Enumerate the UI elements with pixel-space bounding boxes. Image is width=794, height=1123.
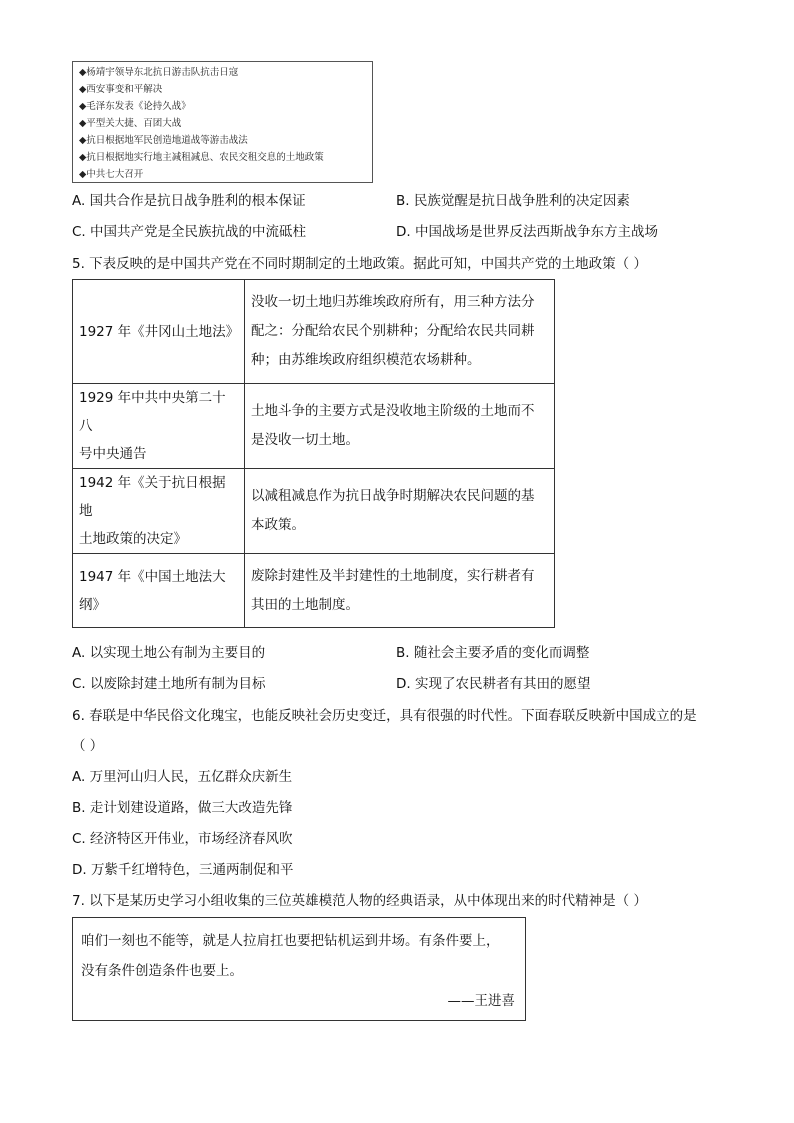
cell-line: 配之：分配给农民个别耕种；分配给农民共同耕 (251, 323, 535, 339)
table-cell-content (245, 384, 555, 469)
table-cell-content (245, 280, 555, 384)
table-row (73, 384, 555, 469)
table-row (73, 554, 555, 628)
q7-stem: 7. 以下是某历史学习小组收集的三位英雄模范人物的经典语录，从中体现出来的时代精神是（ ） (72, 893, 647, 909)
q6-stem: 6. 春联是中华民俗文化瑰宝，也能反映社会历史变迁，具有很强的时代性。下面春联反映新中国成立的是 (72, 708, 697, 724)
cell-line: 1927 年《井冈山土地法》 (79, 323, 240, 340)
q6-option-d[interactable]: D. 万紫千红增特色，三通两制促和平 (72, 862, 294, 878)
cell-line: 1947 年《中国土地法大纲》 (79, 568, 226, 613)
cell-line: 没收一切土地归苏维埃政府所有，用三种方法分 (251, 294, 535, 310)
quote-line: 咱们一刻也不能等，就是人拉肩扛也要把钻机运到井场。有条件要上， (81, 933, 500, 949)
cell-line: 是没收一切土地。 (251, 432, 359, 448)
cell-line: 号中央通告 (79, 446, 147, 462)
cell-line: 种；由苏维埃政府组织模范农场耕种。 (251, 352, 481, 368)
cell-line: 1942 年《关于抗日根据地 (79, 475, 226, 519)
table-row (73, 469, 555, 554)
q6-option-b[interactable]: B. 走计划建设道路，做三大改造先锋 (72, 800, 293, 816)
q4-option-a[interactable]: A. 国共合作是抗日战争胜利的根本保证 (72, 193, 306, 209)
cell-line: 土地政策的决定》 (79, 531, 187, 547)
event-item: ◆西安事变和平解决 (79, 84, 163, 95)
event-item: ◆毛泽东发表《论持久战》 (79, 101, 191, 112)
table-cell-policy (73, 469, 245, 554)
event-item: ◆抗日根据地军民创造地道战等游击战法 (79, 135, 248, 146)
land-policy-table (72, 279, 555, 628)
quote-line: 没有条件创造条件也要上。 (81, 963, 243, 979)
q4-option-d[interactable]: D. 中国战场是世界反法西斯战争东方主战场 (396, 224, 658, 240)
table-row (73, 280, 555, 384)
q5-option-b[interactable]: B. 随社会主要矛盾的变化而调整 (396, 645, 590, 661)
event-item: ◆杨靖宇领导东北抗日游击队抗击日寇 (79, 67, 239, 78)
cell-line: 本政策。 (251, 517, 305, 533)
table-cell-policy (73, 280, 245, 384)
events-box (72, 61, 373, 183)
table-cell-policy (73, 554, 245, 628)
q5-option-c[interactable]: C. 以废除封建土地所有制为目标 (72, 676, 266, 692)
q5-stem: 5. 下表反映的是中国共产党在不同时期制定的土地政策。据此可知，中国共产党的土地政策（ ） (72, 256, 647, 272)
q5-option-a[interactable]: A. 以实现土地公有制为主要目的 (72, 645, 266, 661)
cell-line: 废除封建性及半封建性的土地制度，实行耕者有 (251, 567, 535, 584)
cell-line: 其田的土地制度。 (251, 596, 359, 613)
q4-option-c[interactable]: C. 中国共产党是全民族抗战的中流砥柱 (72, 224, 307, 240)
table-cell-content (245, 469, 555, 554)
q4-option-b[interactable]: B. 民族觉醒是抗日战争胜利的决定因素 (396, 193, 630, 209)
event-item: ◆平型关大捷、百团大战 (79, 118, 182, 129)
table-cell-policy (73, 384, 245, 469)
event-item: ◆中共七大召开 (79, 169, 144, 180)
q6-option-a[interactable]: A. 万里河山归人民，五亿群众庆新生 (72, 769, 293, 785)
cell-line: 以减租减息作为抗日战争时期解决农民问题的基 (251, 488, 535, 504)
event-item: ◆抗日根据地实行地主减租减息、农民交租交息的土地政策 (79, 152, 324, 163)
table-cell-content (245, 554, 555, 628)
quote-attribution: ——王进喜 (447, 993, 515, 1009)
q6-stem-bracket: （ ） (72, 738, 104, 754)
quote-box (72, 917, 526, 1021)
q6-option-c[interactable]: C. 经济特区开伟业，市场经济春风吹 (72, 831, 293, 847)
cell-line: 土地斗争的主要方式是没收地主阶级的土地而不 (251, 403, 535, 419)
cell-line: 1929 年中共中央第二十八 (79, 390, 226, 434)
q5-option-d[interactable]: D. 实现了农民耕者有其田的愿望 (396, 676, 591, 692)
